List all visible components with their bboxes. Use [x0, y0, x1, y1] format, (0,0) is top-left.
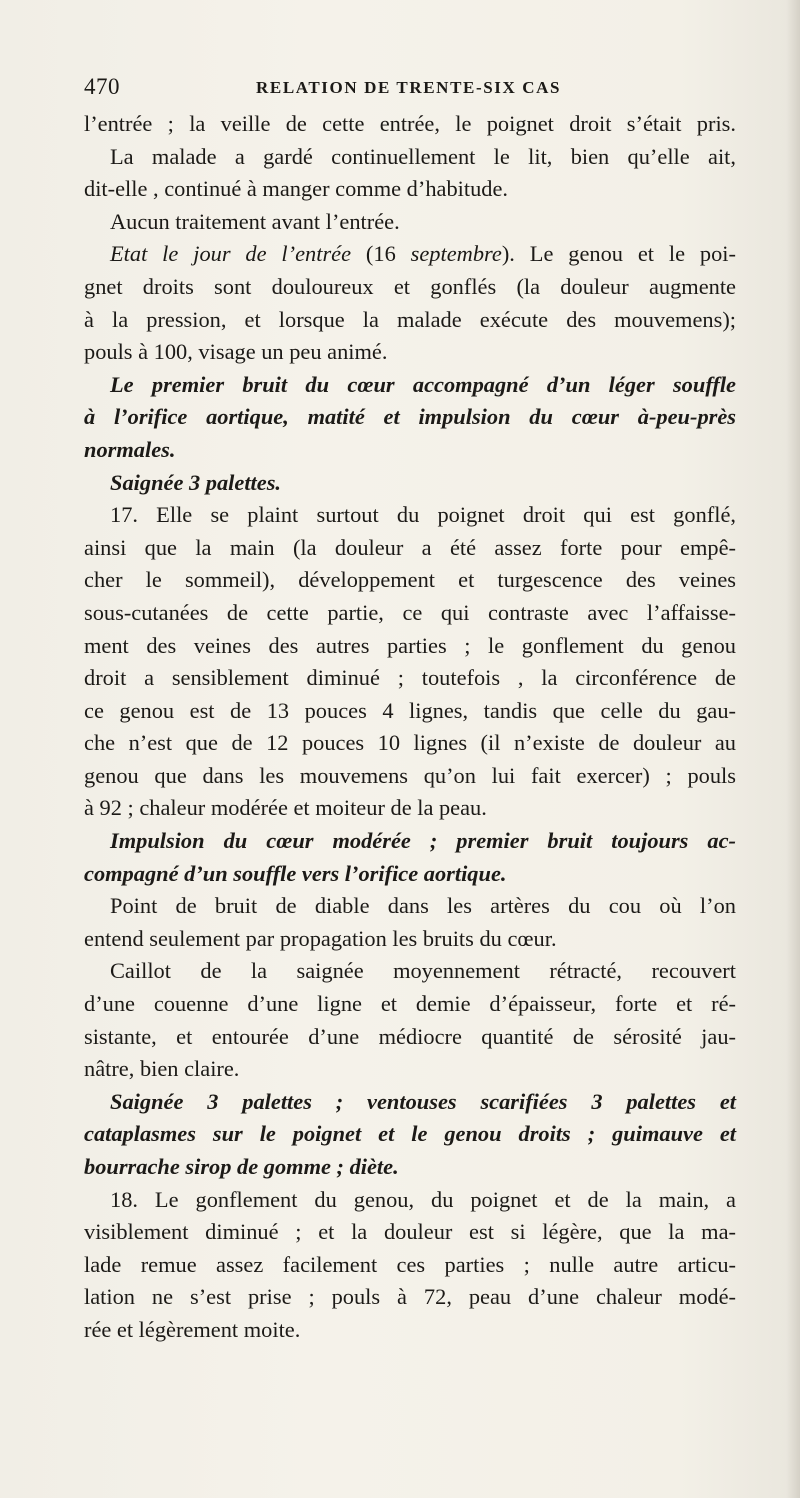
text-line: à l’orifice aortique, matité et impulsion du cœur à-peu-près — [84, 404, 736, 430]
text-line: rée et légèrement moite. — [84, 1316, 301, 1342]
text-line: genou que dans les mouvemens qu’on lui fait exercer) ; pouls — [84, 762, 736, 788]
text-line: pouls à 100, visage un peu animé. — [84, 339, 388, 365]
text-line: Impulsion du cœur modérée ; premier bruit toujours ac- — [110, 828, 736, 854]
text-line: Point de bruit de diable dans les artères du cou où l’on — [110, 893, 736, 919]
text-line: La malade a gardé continuellement le lit, bien qu’elle ait, — [110, 143, 736, 169]
page-number: 470 — [84, 74, 120, 99]
text-line: à la pression, et lorsque la malade exécute des mouvemens); — [84, 306, 736, 332]
text-line: à 92 ; chaleur modérée et moiteur de la peau. — [84, 795, 487, 821]
text-line: ainsi que la main (la douleur a été assez forte pour empê- — [84, 534, 736, 560]
text-line: l’entrée ; la veille de cette entrée, le poignet droit s’était pris. — [84, 111, 736, 136]
text-span: ). Le genou et le poi- — [501, 241, 736, 267]
page-edge-shadow — [786, 0, 800, 1498]
text-line: lade remue assez facilement ces parties ; nulle autre articu- — [84, 1251, 736, 1277]
text-line: dit-elle , continué à manger comme d’habitude. — [84, 176, 509, 202]
text-line: ce genou est de 13 pouces 4 lignes, tandis que celle du gau- — [84, 697, 736, 723]
text-line: 17. Elle se plaint surtout du poignet droit qui est gonflé, — [110, 502, 736, 528]
page-header — [84, 74, 744, 108]
text-span: (16 — [351, 241, 411, 267]
text-line: Aucun traitement avant l’entrée. — [110, 208, 400, 234]
body-text — [84, 108, 736, 1347]
text-line: Saignée 3 palettes ; ventouses scarifiées 3 palettes et — [110, 1088, 736, 1114]
text-line: ment des veines des autres parties ; le gonflement du genou — [84, 632, 736, 658]
text-line: gnet droits sont douloureux et gonflés (la douleur augmente — [84, 273, 736, 299]
text-line: cher le sommeil), développement et turgescence des veines — [84, 567, 736, 593]
text-line: nâtre, bien claire. — [84, 1056, 240, 1082]
text-line — [84, 238, 736, 271]
text-line: lation ne s’est prise ; pouls à 72, peau d’une chaleur modé- — [84, 1284, 736, 1310]
text-line: normales. — [84, 436, 176, 462]
running-head: RELATION DE TRENTE-SIX CAS — [256, 78, 562, 97]
text-line: 18. Le gonflement du genou, du poignet et de la main, a — [110, 1186, 736, 1212]
text-line: Caillot de la saignée moyennement rétracté, recouvert — [110, 958, 736, 984]
text-line: droit a sensiblement diminué ; toutefois , la circonférence de — [84, 665, 736, 691]
text-line: Saignée 3 palettes. — [110, 469, 282, 495]
italic-heading: Etat le jour de l’entrée — [110, 241, 352, 267]
text-line: cataplasmes sur le poignet et le genou droits ; guimauve et — [84, 1121, 736, 1147]
text-line: d’une couenne d’une ligne et demie d’épaisseur, forte et ré- — [84, 991, 736, 1017]
text-line: sous-cutanées de cette partie, ce qui contraste avec l’affaisse- — [84, 599, 736, 625]
text-line: bourrache sirop de gomme ; diète. — [84, 1154, 399, 1179]
italic-month: septembre — [410, 241, 502, 267]
text-line: entend seulement par propagation les bruits du cœur. — [84, 925, 557, 951]
text-line: visiblement diminué ; et la douleur est si légère, que la ma- — [84, 1219, 736, 1245]
text-line: che n’est que de 12 pouces 10 lignes (il n’existe de douleur au — [84, 730, 736, 756]
text-line: compagné d’un souffle vers l’orifice aortique. — [84, 860, 507, 886]
text-line: sistante, et entourée d’une médiocre quantité de sérosité jau- — [84, 1023, 736, 1049]
text-line: Le premier bruit du cœur accompagné d’un léger souffle — [110, 371, 736, 397]
